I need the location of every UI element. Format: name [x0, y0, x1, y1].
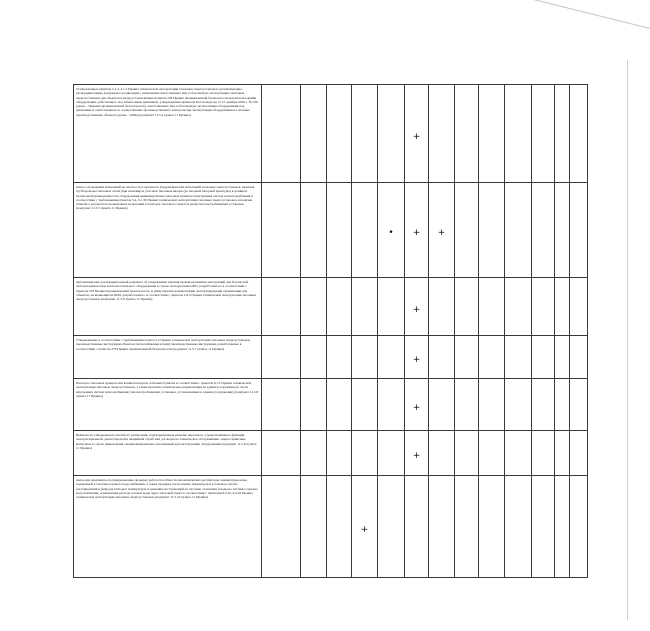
check-cell — [301, 336, 327, 379]
check-cell — [327, 336, 352, 379]
check-cell — [455, 278, 479, 336]
check-cell — [505, 431, 532, 476]
check-cell — [555, 336, 570, 379]
check-cell — [429, 85, 455, 183]
check-cell — [301, 476, 327, 578]
check-cell — [532, 431, 555, 476]
plus-mark: + — [437, 228, 446, 238]
check-cell — [301, 85, 327, 183]
check-cell — [479, 379, 505, 431]
check-cell — [378, 379, 405, 431]
check-cell — [262, 336, 301, 379]
check-cell — [555, 278, 570, 336]
plus-mark: + — [360, 524, 369, 535]
check-cell — [405, 85, 429, 183]
check-cell — [429, 431, 455, 476]
check-cell — [301, 379, 327, 431]
check-cell — [455, 476, 479, 578]
check-cell — [378, 431, 405, 476]
table-row — [74, 278, 588, 336]
check-cell — [479, 336, 505, 379]
check-cell — [262, 183, 301, 278]
check-cell — [429, 278, 455, 336]
check-cell — [301, 183, 327, 278]
check-cell — [532, 183, 555, 278]
check-cell — [455, 336, 479, 379]
check-cell — [378, 476, 405, 578]
check-cell — [570, 336, 588, 379]
table-row — [74, 431, 588, 476]
check-cell — [505, 183, 532, 278]
check-cell — [479, 476, 505, 578]
page-corner-fold — [524, 0, 650, 68]
check-cell — [327, 476, 352, 578]
plus-mark: + — [412, 451, 421, 461]
check-cell — [352, 379, 378, 431]
check-cell — [352, 336, 378, 379]
check-cell — [532, 85, 555, 183]
check-cell — [532, 336, 555, 379]
check-cell — [570, 278, 588, 336]
table-row — [74, 379, 588, 431]
check-cell — [570, 379, 588, 431]
check-cell — [505, 336, 532, 379]
requirement-text: Паспорта тепловых пунктов или копии паспортов тепловых пунктов в соответствии с пунктом 9.1.5 Правил технической эксплуатации тепловых энергоустановок, а также проектно-техническая документация на здание (сооружение) в части внутренних систем теплоснабжения (теплопотребляющих установок, установленных в здании (сооружении) (подпункт 11.5.8 пункта 11 Правил) — [74, 379, 262, 431]
requirement-text: Установленные пунктом 2.1.2, 2.1.3 Правил технической эксплуатации тепловых энергоустановок организационно-распорядительные документы организации о назначении ответственных лиц за безопасную эксплуатацию тепловых энергоустановок для объектов и (или) установленные пунктом 228 Правил промышленной безопасности при использовании оборудования, работающего под избыточным давлением, утвержденных приказом Ростехнадзора от 15 декабря 2020 г. № 536 (далее – Правила промышленной безопасности), ответственных лиц за безопасную эксплуатацию оборудования под давлением и ответственных за осуществление производственного контроля при эксплуатации оборудования на опасных производственных объектах (далее – ОПО) (подпункт 11.5.4 пункта 11 Правил) — [74, 85, 262, 183]
check-cell — [262, 85, 301, 183]
table-row — [74, 336, 588, 379]
check-cell — [262, 476, 301, 578]
check-cell — [405, 379, 429, 431]
check-cell — [455, 431, 479, 476]
check-cell — [532, 476, 555, 578]
checklist-table — [73, 84, 588, 578]
check-cell — [532, 278, 555, 336]
check-cell — [378, 336, 405, 379]
table-row — [74, 85, 588, 183]
check-cell — [405, 431, 429, 476]
check-cell — [301, 431, 327, 476]
check-cell — [429, 476, 455, 578]
plus-mark: + — [412, 131, 421, 142]
check-cell — [455, 183, 479, 278]
check-cell — [505, 85, 532, 183]
plus-mark: + — [412, 402, 421, 413]
table-row — [74, 476, 588, 578]
check-cell — [327, 85, 352, 183]
check-cell — [479, 278, 505, 336]
check-cell — [570, 183, 588, 278]
dot-mark: • — [388, 228, 394, 238]
check-cell — [429, 336, 455, 379]
check-cell — [327, 278, 352, 336]
check-cell — [555, 85, 570, 183]
check-cell — [352, 85, 378, 183]
check-cell — [378, 85, 405, 183]
requirement-text: Акты или документы, подтверждающие проверку работоспособности автоматических регуляторов температуры воды, подаваемой в системы горячего водоснабжения, а также проверку настроечных параметров и установок систем регулирования и (или) регуляторов температуры и давления поступающей на системы отопления и воды на системы горячего водоснабжения, ограничения расхода сетевой воды через тепловой пункт в соответствии с пунктами 9.2.22, 9.4.18 Правил технической эксплуатации тепловых энергоустановок (подпункт 11.5.10 пункта 11 Правил) — [74, 476, 262, 578]
check-cell — [455, 85, 479, 183]
requirement-text: Акты о проведении испытаний на плотность и прочность (гидравлических испытаний тепловых энергоустановок, включая трубопроводы тепловых сетей (при наличии) и участков тепловых вводов (до входной запорной арматуры) в границах балансовой принадлежности, оборудования индивидуальных тепловых пунктов и внутренних систем теплопотребления в соответствии с требованиями пунктов 5.4, 9.1.39 Правил технической эксплуатации тепловых энергоустановок и наличие записей о результатах проведенных испытаний в паспорте теплового пункта и (или) теплопотребляющих установок (подпункт 11.5.5 пункта 11 Правил) — [74, 183, 262, 278]
check-cell — [570, 476, 588, 578]
check-cell — [429, 183, 455, 278]
check-cell — [505, 379, 532, 431]
requirement-text: Выписка из утвержденного штатного расписания, подтверждающая наличие персонала, осуществляющего функции эксплуатационной, диспетчерской и аварийной служб или договоры на техническое обслуживание, энергосервисные контракты в случае привлечения специализированных организаций для эксплуатации оборудования (подпункт 11.5.9 пункта 11 Правил) — [74, 431, 262, 476]
check-cell — [352, 476, 378, 578]
plus-mark: + — [412, 355, 421, 365]
check-cell — [429, 379, 455, 431]
check-cell — [479, 183, 505, 278]
plus-mark: + — [412, 228, 421, 238]
check-cell — [262, 379, 301, 431]
check-cell — [555, 476, 570, 578]
requirement-text: Организационно-распорядительный документ об утверждении перечня производственных инструкций для безопасной эксплуатации котлов и вспомогательного оборудования в случае эксплуатации ОПО, разработанного в соответствии с пунктом 278 Правил промышленной безопасности, и (или) перечня документации эксплуатирующей организации для объектов, не являющихся ОПО, разработанного в соответствии с пунктом 2.8.2 Правил технической эксплуатации тепловых энергоустановок (подпункт 11.5.6 пункта 11 Правил) — [74, 278, 262, 336]
check-cell — [570, 431, 588, 476]
check-cell — [352, 278, 378, 336]
check-cell — [378, 278, 405, 336]
check-cell — [405, 336, 429, 379]
check-cell — [405, 183, 429, 278]
check-cell — [479, 431, 505, 476]
plus-mark: + — [412, 304, 421, 315]
check-cell — [555, 431, 570, 476]
check-cell — [505, 278, 532, 336]
check-cell — [532, 379, 555, 431]
check-cell — [405, 476, 429, 578]
check-cell — [327, 431, 352, 476]
check-cell — [555, 183, 570, 278]
requirement-text: Утвержденные в соответствии с требованиями пункта 2.2 Правил технической эксплуатации тепловых энергоустановок производственные инструкции объектов теплоснабжения и (или) производственные инструкции, разработанные в соответствии с пунктом 278 Правил промышленной безопасности (подпункт 11.5.7 пункта 11 Правил) — [74, 336, 262, 379]
check-cell — [327, 183, 352, 278]
check-cell — [570, 85, 588, 183]
check-cell — [479, 85, 505, 183]
check-cell — [262, 431, 301, 476]
check-cell — [352, 183, 378, 278]
check-cell — [505, 476, 532, 578]
check-cell — [455, 379, 479, 431]
check-cell — [262, 278, 301, 336]
check-cell — [555, 379, 570, 431]
table-row — [74, 183, 588, 278]
check-cell — [352, 431, 378, 476]
check-cell — [378, 183, 405, 278]
check-cell — [327, 379, 352, 431]
check-cell — [301, 278, 327, 336]
scan-edge-line — [627, 60, 628, 620]
check-cell — [405, 278, 429, 336]
